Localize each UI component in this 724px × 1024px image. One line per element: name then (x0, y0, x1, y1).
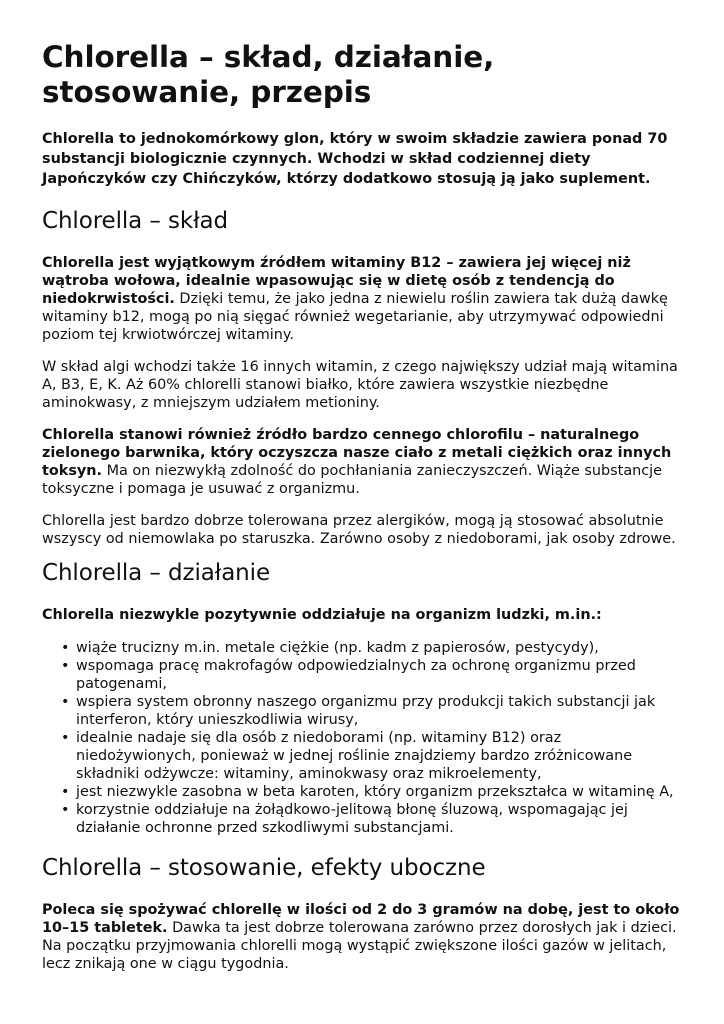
bullet-marker: • (61, 784, 70, 800)
paragraph-dosage-bold: Poleca się spożywać chlorellę w ilości od 2 do 3 gramów na dobę, jest to około 10–15 tabletek. (42, 902, 680, 936)
paragraph-b12-text: Dzięki temu, że jako jedna z niewielu roślin zawiera tak dużą dawkę witaminy b12, mogą po nią sięgać również wegetarianie, aby utrzymywać odpowiedni poziom tej krwiotwórczej witaminy. (42, 291, 668, 343)
list-item: • idealnie nadaje się dla osób z niedoborami (np. witaminy B12) oraz niedożywionych, ponieważ w jednej roślinie znajdziemy bardzo zróżnicowane składniki odżywcze: witaminy, aminokwasy oraz mikroelementy, (61, 730, 633, 782)
list-item: • wiąże trucizny m.in. metale ciężkie (np. kadm z papierosów, pestycydy), (61, 640, 599, 656)
paragraph-chlorophyll-bold: Chlorella stanowi również źródło bardzo cennego chlorofilu – naturalnego zielonego barwnika, który oczyszcza nasze ciało z metali ciężkich oraz innych toksyn. (42, 427, 672, 479)
page-title: Chlorella – skład, działanie, stosowanie, przepis (42, 40, 495, 109)
paragraph-allergy: Chlorella jest bardzo dobrze tolerowana przez alergików, mogą ją stosować absolutnie wszyscy od niemowlaka po staruszka. Zarówno osoby z niedoborami, jak osoby zdrowe. (42, 513, 676, 547)
paragraph-b12 (42, 254, 682, 344)
benefits-list (42, 639, 682, 837)
bullet-marker: • (61, 658, 70, 674)
heading-stosowanie: Chlorella – stosowanie, efekty uboczne (42, 855, 486, 881)
heading-dzialanie: Chlorella – działanie (42, 560, 271, 586)
bullet-marker: • (61, 640, 70, 656)
list-item: • wspiera system obronny naszego organizmu przy produkcji takich substancji jak interferon, który unieszkodliwia wirusy, (61, 694, 656, 728)
paragraph-vitamins: W skład algi wchodzi także 16 innych witamin, z czego największy udział mają witamina A, B3, E, K. Aż 60% chlorelli stanowi białko, które zawiera wszystkie niezbędne aminokwasy, z mniejszym udziałem metioniny. (42, 359, 678, 411)
paragraph-dosage-text: Dawka ta jest dobrze tolerowana zarówno przez dorosłych jak i dzieci. Na początku przyjmowania chlorelli mogą wystąpić zwiększone ilości gazów w jelitach, lecz znikają one w ciągu tygodnia. (42, 920, 677, 972)
paragraph-b12-bold: Chlorella jest wyjątkowym źródłem witaminy B12 – zawiera jej więcej niż wątroba wołowa, idealnie wpasowując się w dietę osób z tendencją do niedokrwistości. (42, 255, 631, 307)
paragraph-dosage (42, 901, 682, 973)
bullet-marker: • (61, 802, 70, 818)
dzialanie-intro: Chlorella niezwykle pozytywnie oddziałuje na organizm ludzki, m.in.: (42, 607, 602, 623)
paragraph-chlorophyll (42, 426, 682, 498)
paragraph-chlorophyll-text: Ma on niezwykłą zdolność do pochłaniania zanieczyszczeń. Wiąże substancje toksyczne i pomaga je usuwać z organizmu. (42, 463, 663, 497)
list-item: • jest niezwykle zasobna w beta karoten, który organizm przekształca w witaminę A, (61, 784, 674, 800)
bullet-marker: • (61, 730, 70, 746)
list-item: • korzystnie oddziałuje na żołądkowo-jelitową błonę śluzową, wspomagając jej działanie ochronne przed szkodliwymi substancjami. (61, 802, 628, 836)
bullet-marker: • (61, 694, 70, 710)
article-lead: Chlorella to jednokomórkowy glon, który w swoim składzie zawiera ponad 70 substancji biologicznie czynnych. Wchodzi w skład codziennej diety Japończyków czy Chińczyków, którzy dodatkowo stosują ją jako suplement. (42, 131, 668, 187)
list-item: • wspomaga pracę makrofagów odpowiedzialnych za ochronę organizmu przed patogenami, (61, 658, 636, 692)
heading-sklad: Chlorella – skład (42, 208, 229, 234)
